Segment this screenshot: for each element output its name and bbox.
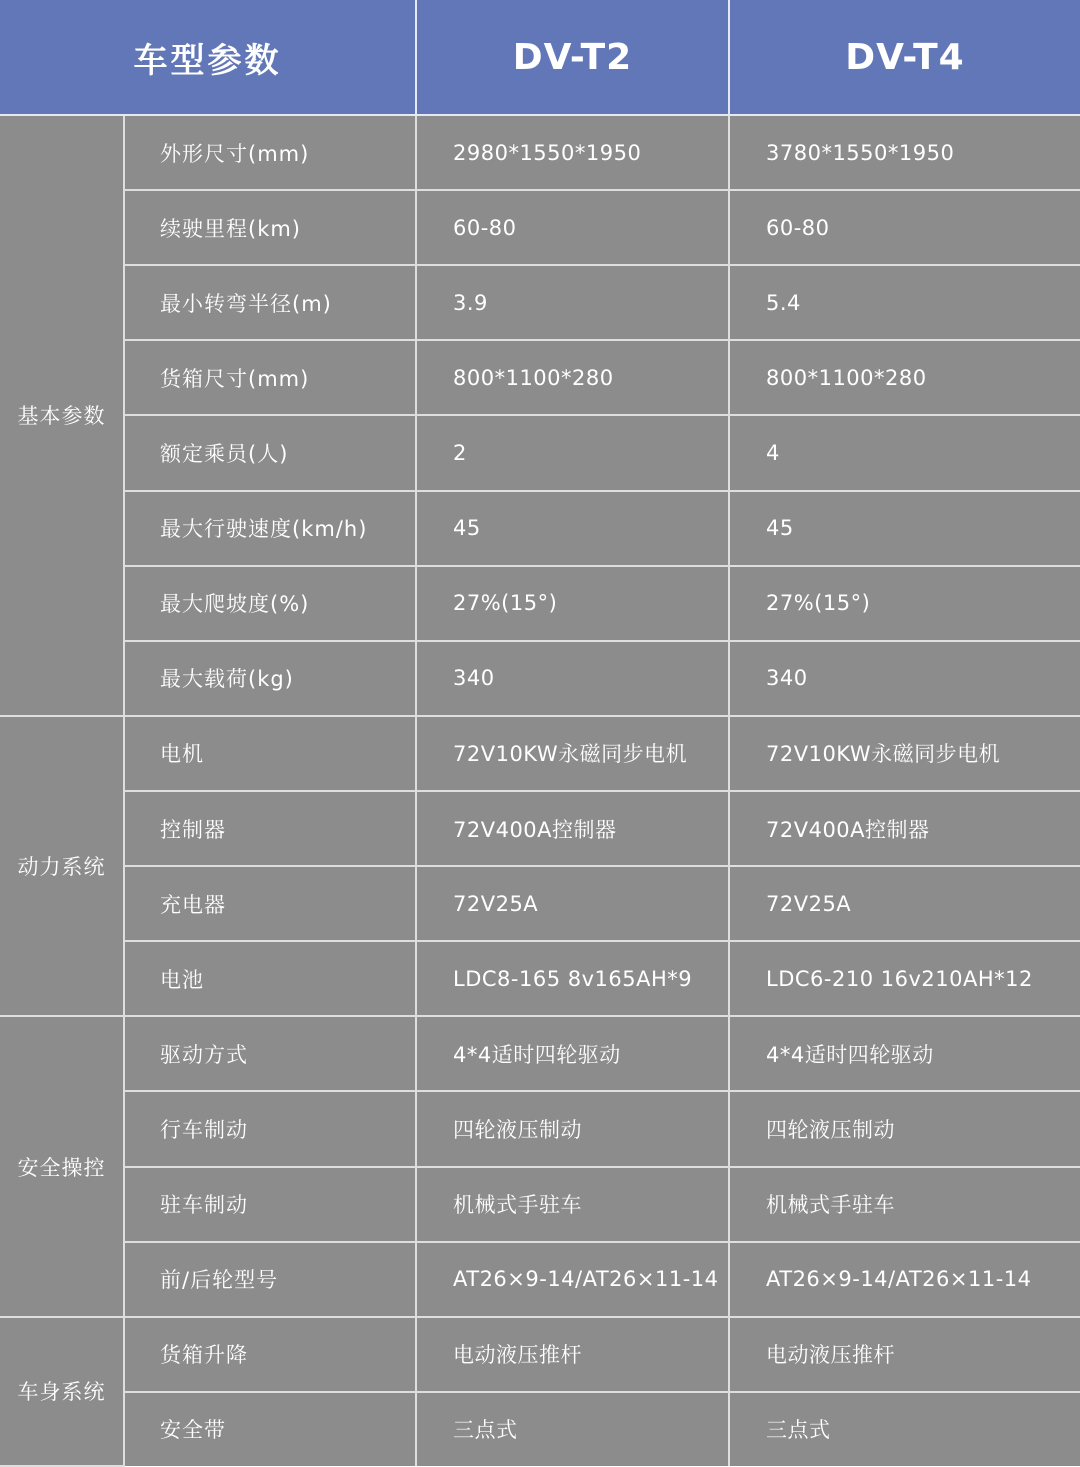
value-model-a: 2980*1550*1950 bbox=[416, 115, 729, 190]
value-model-b: 800*1100*280 bbox=[729, 340, 1080, 415]
value-model-b: 5.4 bbox=[729, 265, 1080, 340]
value-model-b: AT26×9-14/AT26×11-14 bbox=[729, 1242, 1080, 1317]
table-row bbox=[0, 1016, 1080, 1091]
table-row bbox=[0, 340, 1080, 415]
param-label: 前/后轮型号 bbox=[124, 1242, 416, 1317]
value-model-a: 4*4适时四轮驱动 bbox=[416, 1016, 729, 1091]
table-header-row bbox=[0, 0, 1080, 115]
value-model-a: 72V400A控制器 bbox=[416, 791, 729, 866]
value-model-a: 800*1100*280 bbox=[416, 340, 729, 415]
table-row bbox=[0, 1167, 1080, 1242]
param-label: 货箱尺寸(mm) bbox=[124, 340, 416, 415]
value-model-b: 4 bbox=[729, 415, 1080, 490]
table-row bbox=[0, 1091, 1080, 1166]
value-model-b: 72V400A控制器 bbox=[729, 791, 1080, 866]
table-row bbox=[0, 1317, 1080, 1392]
value-model-b: 3780*1550*1950 bbox=[729, 115, 1080, 190]
table-row bbox=[0, 791, 1080, 866]
param-label: 最大行驶速度(km/h) bbox=[124, 491, 416, 566]
value-model-b: 45 bbox=[729, 491, 1080, 566]
value-model-a: 电动液压推杆 bbox=[416, 1317, 729, 1392]
param-label: 最大载荷(kg) bbox=[124, 641, 416, 716]
value-model-b: 四轮液压制动 bbox=[729, 1091, 1080, 1166]
param-label: 控制器 bbox=[124, 791, 416, 866]
param-label: 额定乘员(人) bbox=[124, 415, 416, 490]
param-label: 外形尺寸(mm) bbox=[124, 115, 416, 190]
value-model-b: LDC6-210 16v210AH*12 bbox=[729, 941, 1080, 1016]
table-body bbox=[0, 115, 1080, 1466]
value-model-a: 2 bbox=[416, 415, 729, 490]
table-row bbox=[0, 1392, 1080, 1466]
value-model-a: 72V10KW永磁同步电机 bbox=[416, 716, 729, 791]
param-label: 最大爬坡度(%) bbox=[124, 566, 416, 641]
value-model-b: 340 bbox=[729, 641, 1080, 716]
param-label: 驻车制动 bbox=[124, 1167, 416, 1242]
group-label: 车身系统 bbox=[0, 1317, 124, 1466]
param-label: 货箱升降 bbox=[124, 1317, 416, 1392]
group-label: 基本参数 bbox=[0, 115, 124, 716]
param-label: 最小转弯半径(m) bbox=[124, 265, 416, 340]
param-label: 续驶里程(km) bbox=[124, 190, 416, 265]
table-row bbox=[0, 716, 1080, 791]
value-model-a: 机械式手驻车 bbox=[416, 1167, 729, 1242]
group-label: 动力系统 bbox=[0, 716, 124, 1016]
value-model-a: 45 bbox=[416, 491, 729, 566]
value-model-a: AT26×9-14/AT26×11-14 bbox=[416, 1242, 729, 1317]
value-model-a: LDC8-165 8v165AH*9 bbox=[416, 941, 729, 1016]
table-row bbox=[0, 941, 1080, 1016]
value-model-a: 72V25A bbox=[416, 866, 729, 941]
table-row bbox=[0, 415, 1080, 490]
param-label: 电池 bbox=[124, 941, 416, 1016]
group-label: 安全操控 bbox=[0, 1016, 124, 1316]
value-model-a: 四轮液压制动 bbox=[416, 1091, 729, 1166]
header-param-label: 车型参数 bbox=[0, 0, 416, 115]
value-model-a: 340 bbox=[416, 641, 729, 716]
table-row bbox=[0, 1242, 1080, 1317]
value-model-a: 3.9 bbox=[416, 265, 729, 340]
header-model-a: DV-T2 bbox=[416, 0, 729, 115]
param-label: 充电器 bbox=[124, 866, 416, 941]
value-model-a: 27%(15°) bbox=[416, 566, 729, 641]
value-model-b: 27%(15°) bbox=[729, 566, 1080, 641]
table-row bbox=[0, 265, 1080, 340]
table-row bbox=[0, 115, 1080, 190]
table-row bbox=[0, 866, 1080, 941]
value-model-a: 三点式 bbox=[416, 1392, 729, 1466]
value-model-b: 4*4适时四轮驱动 bbox=[729, 1016, 1080, 1091]
param-label: 驱动方式 bbox=[124, 1016, 416, 1091]
value-model-a: 60-80 bbox=[416, 190, 729, 265]
value-model-b: 三点式 bbox=[729, 1392, 1080, 1466]
param-label: 行车制动 bbox=[124, 1091, 416, 1166]
param-label: 电机 bbox=[124, 716, 416, 791]
table-row bbox=[0, 491, 1080, 566]
table-row bbox=[0, 190, 1080, 265]
table-row bbox=[0, 641, 1080, 716]
value-model-b: 72V10KW永磁同步电机 bbox=[729, 716, 1080, 791]
header-model-b: DV-T4 bbox=[729, 0, 1080, 115]
value-model-b: 电动液压推杆 bbox=[729, 1317, 1080, 1392]
value-model-b: 机械式手驻车 bbox=[729, 1167, 1080, 1242]
param-label: 安全带 bbox=[124, 1392, 416, 1466]
value-model-b: 72V25A bbox=[729, 866, 1080, 941]
table-row bbox=[0, 566, 1080, 641]
value-model-b: 60-80 bbox=[729, 190, 1080, 265]
